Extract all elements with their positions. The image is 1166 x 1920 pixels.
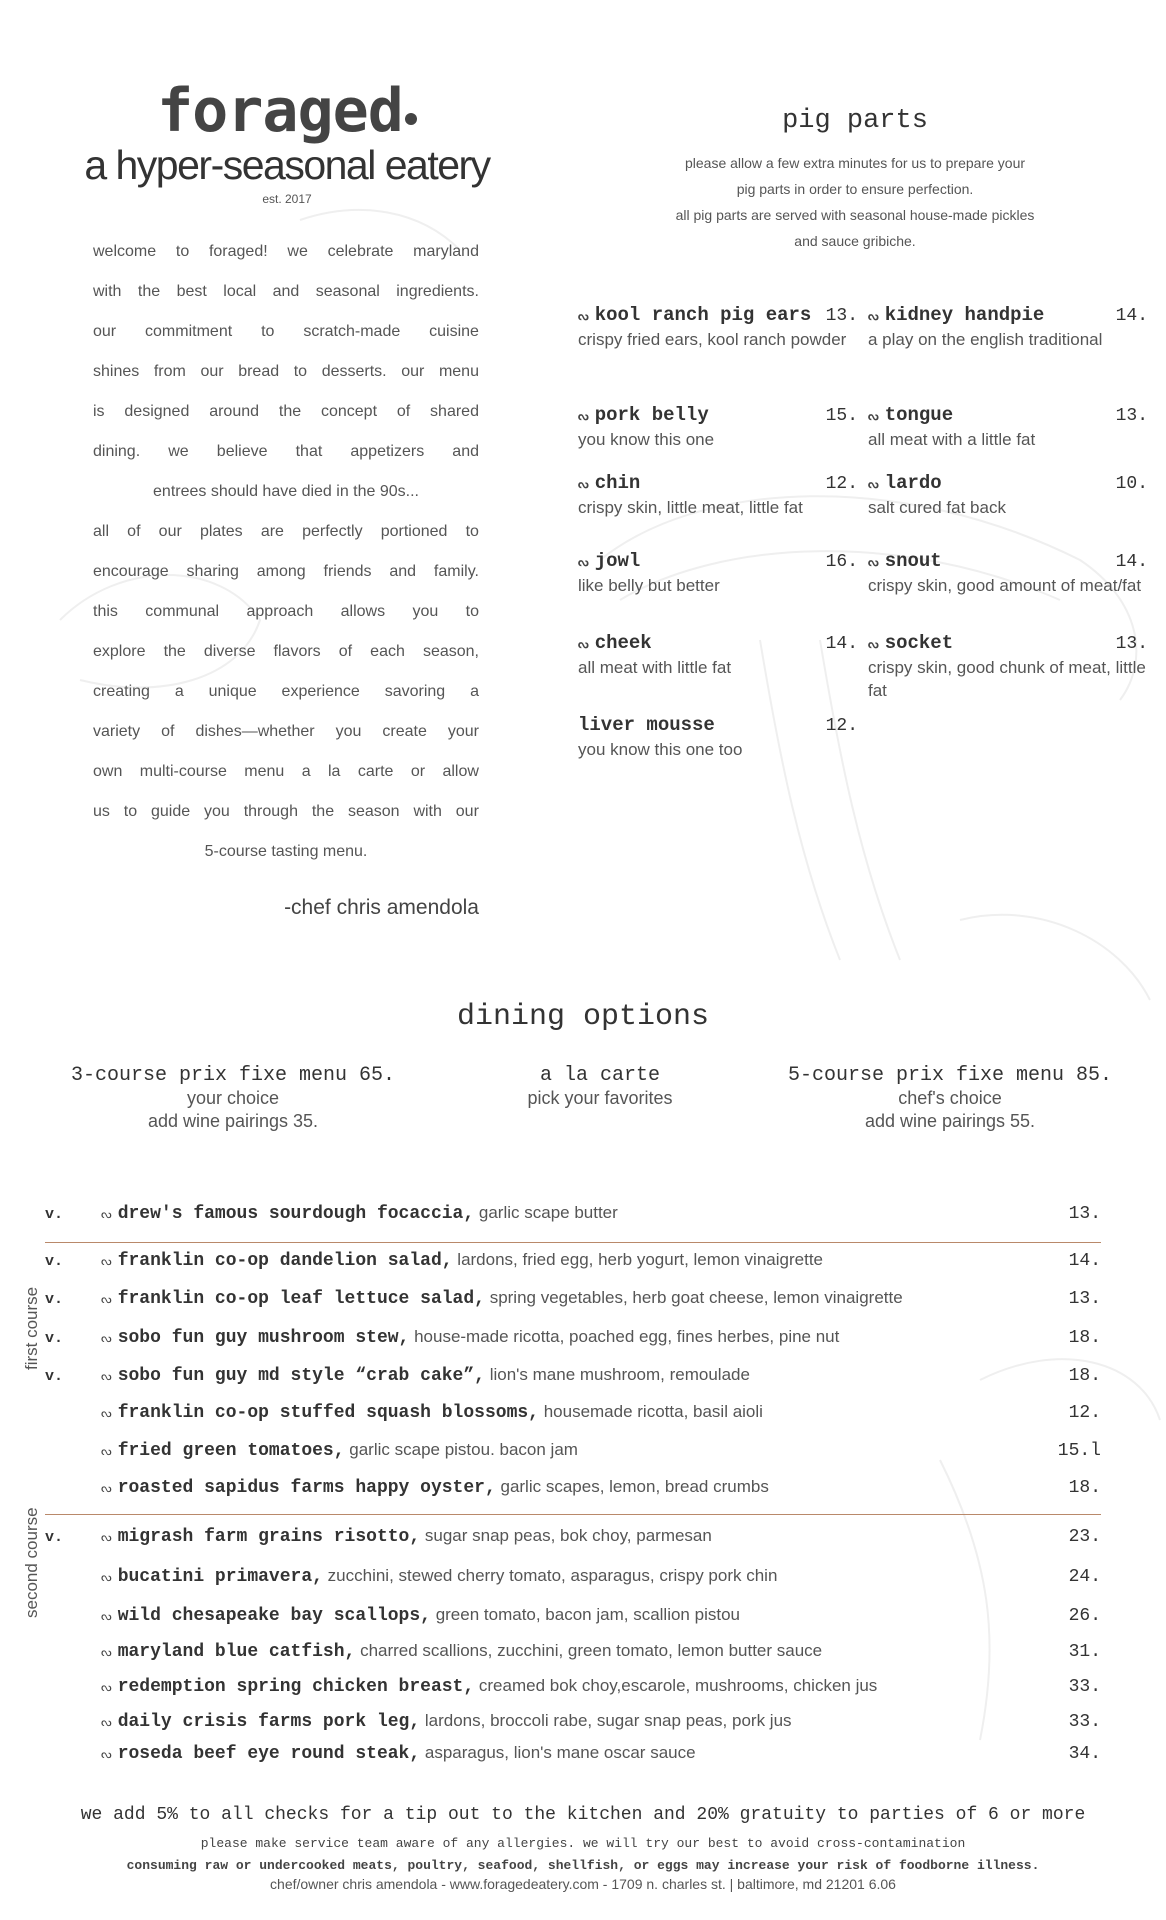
pig-part-item bbox=[578, 550, 858, 597]
pig-part-item bbox=[578, 404, 858, 451]
pig-part-name bbox=[578, 404, 709, 426]
menu-item bbox=[45, 1250, 1101, 1280]
pig-part-item bbox=[578, 714, 858, 761]
pig-part-description: crispy skin, good amount of meat/fat bbox=[868, 576, 1142, 595]
intro-line: creating a unique experience savoring a bbox=[93, 683, 479, 700]
option-heading: 5-course prix fixe menu 85. bbox=[787, 1064, 1113, 1087]
pig-parts-desc-line: please allow a few extra minutes for us to prepare your bbox=[684, 155, 1026, 171]
intro-line: variety of dishes—whether you create your bbox=[93, 723, 479, 740]
menu-item-name: sobo fun guy mushroom stew, bbox=[117, 1328, 410, 1348]
pig-part-description: crispy skin, little meat, little fat bbox=[578, 498, 803, 517]
menu-item-description: asparagus, lion's mane oscar sauce bbox=[420, 1743, 696, 1762]
menu-item-description: garlic scape pistou. bacon jam bbox=[344, 1440, 578, 1459]
menu-item-price: 13. bbox=[1068, 1204, 1101, 1224]
pig-part-description: salt cured fat back bbox=[868, 498, 1006, 517]
menu-item-description: lardons, broccoli rabe, sugar snap peas, pork jus bbox=[420, 1711, 792, 1730]
intro-line: with the best local and seasonal ingredients. bbox=[93, 283, 479, 300]
pig-part-item bbox=[578, 632, 858, 679]
menu-item-name: maryland blue catfish, bbox=[117, 1642, 356, 1662]
pig-part-name bbox=[868, 304, 1044, 326]
dining-options-title: dining options bbox=[456, 1000, 710, 1034]
menu-item bbox=[45, 1743, 1101, 1773]
menu-item-name: bucatini primavera, bbox=[117, 1567, 323, 1587]
menu-item-name: redemption spring chicken breast, bbox=[117, 1677, 475, 1697]
option-line: add wine pairings 55. bbox=[864, 1111, 1036, 1131]
squiggle-icon: ᔓ bbox=[101, 1207, 112, 1221]
menu-item-price: 23. bbox=[1068, 1527, 1101, 1547]
pig-part-name bbox=[868, 632, 953, 654]
menu-item-text bbox=[101, 1402, 1051, 1423]
pig-part-item bbox=[868, 472, 1148, 519]
intro-line: own multi-course menu a la carte or allow bbox=[93, 763, 479, 780]
menu-item bbox=[45, 1365, 1101, 1395]
pig-part-name-text: kool ranch pig ears bbox=[594, 304, 812, 326]
menu-item-text bbox=[101, 1676, 1051, 1697]
menu-item-text bbox=[101, 1743, 1051, 1764]
first-course-label: first course bbox=[22, 1286, 41, 1370]
squiggle-icon: ᔓ bbox=[101, 1645, 112, 1659]
menu-item-price: 14. bbox=[1068, 1251, 1101, 1271]
pig-part-name bbox=[868, 404, 953, 426]
pig-parts-desc-line: pig parts in order to ensure perfection. bbox=[736, 181, 974, 197]
intro-line: dining. we believe that appetizers and bbox=[93, 443, 479, 460]
pig-part-price: 13. bbox=[825, 306, 858, 326]
menu-item-description: garlic scapes, lemon, bread crumbs bbox=[495, 1477, 769, 1496]
pig-part-name-text: kidney handpie bbox=[884, 304, 1045, 326]
option-3-course bbox=[48, 1064, 418, 1133]
squiggle-icon: ᔓ bbox=[101, 1292, 112, 1306]
pig-part-name-text: lardo bbox=[884, 472, 942, 494]
pig-part-price: 13. bbox=[1115, 634, 1148, 654]
squiggle-icon: ᔓ bbox=[578, 478, 589, 492]
menu-item bbox=[45, 1566, 1101, 1596]
pig-part-name-text: snout bbox=[884, 550, 942, 572]
intro-line: all of our plates are perfectly portioned to bbox=[93, 523, 479, 540]
divider-first-course bbox=[45, 1242, 1101, 1243]
intro-line: this communal approach allows you to bbox=[93, 603, 479, 620]
pig-part-description: crispy fried ears, kool ranch powder bbox=[578, 330, 847, 349]
food-safety-warning: consuming raw or undercooked meats, poultry, seafood, shellfish, or eggs may increase your risk of foodborne illness. bbox=[126, 1858, 1040, 1873]
pig-part-price: 14. bbox=[1115, 306, 1148, 326]
squiggle-icon: ᔓ bbox=[101, 1715, 112, 1729]
menu-item-price: 15.l bbox=[1057, 1441, 1101, 1461]
squiggle-icon: ᔓ bbox=[101, 1530, 112, 1544]
pig-part-price: 15. bbox=[825, 406, 858, 426]
menu-item-description: charred scallions, zucchini, green tomato, lemon butter sauce bbox=[355, 1641, 823, 1660]
squiggle-icon: ᔓ bbox=[101, 1747, 112, 1761]
intro-line: entrees should have died in the 90s... bbox=[153, 483, 419, 500]
pig-part-description: like belly but better bbox=[578, 576, 720, 595]
menu-item-text bbox=[101, 1477, 1051, 1498]
squiggle-icon: ᔓ bbox=[101, 1609, 112, 1623]
option-line: pick your favorites bbox=[527, 1088, 673, 1108]
vegetarian-mark: v. bbox=[45, 1529, 64, 1546]
menu-item bbox=[45, 1203, 1101, 1233]
menu-item-text bbox=[101, 1605, 1051, 1626]
squiggle-icon: ᔓ bbox=[101, 1444, 112, 1458]
pig-part-name-text: socket bbox=[884, 632, 954, 654]
allergy-note: please make service team aware of any allergies. we will try our best to avoid cross-contamination bbox=[200, 1836, 966, 1851]
gratuity-note: we add 5% to all checks for a tip out to the kitchen and 20% gratuity to parties of 6 or more bbox=[80, 1805, 1086, 1825]
menu-item bbox=[45, 1440, 1101, 1470]
chef-signature: -chef chris amendola bbox=[284, 896, 479, 919]
divider-second-course bbox=[45, 1514, 1101, 1515]
menu-item bbox=[45, 1288, 1101, 1318]
squiggle-icon: ᔓ bbox=[578, 310, 589, 324]
menu-item bbox=[45, 1402, 1101, 1432]
squiggle-icon: ᔓ bbox=[101, 1406, 112, 1420]
intro-line: explore the diverse flavors of each season, bbox=[93, 643, 479, 660]
squiggle-icon: ᔓ bbox=[101, 1254, 112, 1268]
menu-item-description: lardons, fried egg, herb yogurt, lemon vinaigrette bbox=[452, 1250, 823, 1269]
menu-item-name: franklin co-op dandelion salad, bbox=[117, 1251, 453, 1271]
menu-item bbox=[45, 1605, 1101, 1635]
menu-item-description: spring vegetables, herb goat cheese, lemon vinaigrette bbox=[484, 1288, 903, 1307]
vegetarian-mark: v. bbox=[45, 1206, 64, 1223]
pig-part-name-text: chin bbox=[594, 472, 641, 494]
pig-part-name bbox=[578, 632, 652, 654]
pig-part-name-text: liver mousse bbox=[578, 714, 715, 736]
menu-item bbox=[45, 1477, 1101, 1507]
menu-item-description: lion's mane mushroom, remoulade bbox=[484, 1365, 750, 1384]
menu-item-text bbox=[101, 1250, 1051, 1271]
menu-item-description: garlic scape butter bbox=[474, 1203, 618, 1222]
contact-info: chef/owner chris amendola - www.foragedeatery.com - 1709 n. charles st. | baltimore, md 21201 6.06 bbox=[270, 1876, 896, 1892]
vegetarian-mark: v. bbox=[45, 1291, 64, 1308]
vegetarian-mark: v. bbox=[45, 1368, 64, 1385]
pig-part-description: a play on the english traditional bbox=[868, 330, 1103, 349]
pig-part-name bbox=[868, 550, 942, 572]
menu-item-price: 18. bbox=[1068, 1328, 1101, 1348]
pig-part-name-text: cheek bbox=[594, 632, 652, 654]
menu-item-name: drew's famous sourdough focaccia, bbox=[117, 1204, 475, 1224]
menu-item-name: daily crisis farms pork leg, bbox=[117, 1712, 421, 1732]
menu-item-price: 34. bbox=[1068, 1744, 1101, 1764]
tagline: a hyper-seasonal eatery bbox=[84, 142, 490, 188]
pig-part-description: crispy skin, good chunk of meat, little fat bbox=[868, 658, 1146, 700]
menu-item-text bbox=[101, 1327, 1051, 1348]
pig-part-price: 14. bbox=[1115, 552, 1148, 572]
option-line: your choice bbox=[186, 1088, 280, 1108]
pig-part-description: you know this one bbox=[578, 430, 715, 449]
menu-item bbox=[45, 1327, 1101, 1357]
menu-item-price: 12. bbox=[1068, 1403, 1101, 1423]
menu-item-text bbox=[101, 1203, 1051, 1224]
pig-parts-desc-line: all pig parts are served with seasonal house-made pickles bbox=[675, 207, 1035, 223]
pig-part-description: all meat with a little fat bbox=[868, 430, 1036, 449]
menu-item-description: sugar snap peas, bok choy, parmesan bbox=[420, 1526, 712, 1545]
intro-line: shines from our bread to desserts. our menu bbox=[93, 363, 479, 380]
squiggle-icon: ᔓ bbox=[578, 410, 589, 424]
menu-item-text bbox=[101, 1566, 1051, 1587]
pig-part-item bbox=[578, 472, 858, 519]
vegetarian-mark: v. bbox=[45, 1253, 64, 1270]
squiggle-icon: ᔓ bbox=[868, 638, 879, 652]
menu-item-price: 24. bbox=[1068, 1567, 1101, 1587]
pig-part-description: you know this one too bbox=[578, 740, 743, 759]
squiggle-icon: ᔓ bbox=[868, 478, 879, 492]
pig-parts-description bbox=[620, 150, 1090, 254]
option-5-course bbox=[770, 1064, 1130, 1133]
pig-part-name bbox=[868, 472, 942, 494]
menu-item-text bbox=[101, 1526, 1051, 1547]
squiggle-icon: ᔓ bbox=[578, 556, 589, 570]
intro-line: us to guide you through the season with our bbox=[93, 803, 479, 820]
menu-item-name: franklin co-op leaf lettuce salad, bbox=[117, 1289, 485, 1309]
pig-part-price: 10. bbox=[1115, 474, 1148, 494]
squiggle-icon: ᔓ bbox=[101, 1481, 112, 1495]
pig-part-price: 16. bbox=[825, 552, 858, 572]
pig-part-price: 14. bbox=[825, 634, 858, 654]
pig-part-name-text: pork belly bbox=[594, 404, 709, 426]
established-year: est. 2017 bbox=[262, 192, 312, 206]
pig-part-item bbox=[578, 304, 858, 351]
menu-item-price: 18. bbox=[1068, 1366, 1101, 1386]
pig-part-item bbox=[868, 550, 1148, 597]
menu-item-name: sobo fun guy md style “crab cake”, bbox=[117, 1366, 485, 1386]
pig-parts-title: pig parts bbox=[782, 106, 928, 136]
pig-part-name bbox=[578, 472, 640, 494]
menu-item-price: 18. bbox=[1068, 1478, 1101, 1498]
menu-item-description: zucchini, stewed cherry tomato, asparagus, crispy pork chin bbox=[322, 1566, 778, 1585]
logo-dot bbox=[405, 113, 417, 125]
menu-item bbox=[45, 1676, 1101, 1706]
menu-item-name: franklin co-op stuffed squash blossoms, bbox=[117, 1403, 539, 1423]
squiggle-icon: ᔓ bbox=[101, 1331, 112, 1345]
menu-item-price: 31. bbox=[1068, 1642, 1101, 1662]
squiggle-icon: ᔓ bbox=[101, 1369, 112, 1383]
menu-item bbox=[45, 1711, 1101, 1741]
menu-item-name: migrash farm grains risotto, bbox=[117, 1527, 421, 1547]
menu-item-name: fried green tomatoes, bbox=[117, 1441, 345, 1461]
pig-parts-desc-line: and sauce gribiche. bbox=[794, 233, 916, 249]
squiggle-icon: ᔓ bbox=[578, 638, 589, 652]
menu-item-text bbox=[101, 1440, 1051, 1461]
pig-part-price: 12. bbox=[825, 716, 858, 736]
option-heading: a la carte bbox=[539, 1064, 661, 1087]
pig-part-description: all meat with little fat bbox=[578, 658, 732, 677]
pig-part-name-text: tongue bbox=[884, 404, 954, 426]
pig-part-item bbox=[868, 632, 1148, 702]
menu-item-name: wild chesapeake bay scallops, bbox=[117, 1606, 431, 1626]
menu-item-price: 26. bbox=[1068, 1606, 1101, 1626]
intro-paragraph bbox=[93, 238, 479, 878]
menu-item-price: 33. bbox=[1068, 1712, 1101, 1732]
intro-line: our commitment to scratch-made cuisine bbox=[93, 323, 479, 340]
intro-line: encourage sharing among friends and family. bbox=[93, 563, 479, 580]
pig-part-name bbox=[578, 550, 640, 572]
pig-part-name bbox=[578, 714, 715, 736]
intro-line: 5-course tasting menu. bbox=[204, 843, 368, 860]
menu-item-text bbox=[101, 1288, 1051, 1309]
menu-item-name: roasted sapidus farms happy oyster, bbox=[117, 1478, 496, 1498]
pig-part-item bbox=[868, 304, 1148, 351]
squiggle-icon: ᔓ bbox=[101, 1570, 112, 1584]
option-line: chef's choice bbox=[898, 1088, 1002, 1108]
menu-item-text bbox=[101, 1365, 1051, 1386]
menu-item-description: creamed bok choy,escarole, mushrooms, chicken jus bbox=[474, 1676, 878, 1695]
menu-item-description: house-made ricotta, poached egg, fines herbes, pine nut bbox=[409, 1327, 840, 1346]
vegetarian-mark: v. bbox=[45, 1330, 64, 1347]
squiggle-icon: ᔓ bbox=[868, 310, 879, 324]
intro-line: is designed around the concept of shared bbox=[93, 403, 479, 420]
squiggle-icon: ᔓ bbox=[101, 1680, 112, 1694]
logo: foraged bbox=[0, 76, 574, 146]
pig-part-price: 13. bbox=[1115, 406, 1148, 426]
menu-item bbox=[45, 1526, 1101, 1556]
pig-part-price: 12. bbox=[825, 474, 858, 494]
pig-part-item bbox=[868, 404, 1148, 451]
menu-item-description: housemade ricotta, basil aioli bbox=[538, 1402, 763, 1421]
menu-item-price: 33. bbox=[1068, 1677, 1101, 1697]
squiggle-icon: ᔓ bbox=[868, 556, 879, 570]
menu-item bbox=[45, 1641, 1101, 1671]
menu-item-name: roseda beef eye round steak, bbox=[117, 1744, 421, 1764]
menu-item-text bbox=[101, 1641, 1051, 1662]
intro-line: welcome to foraged! we celebrate maryland bbox=[93, 243, 479, 260]
option-heading: 3-course prix fixe menu 65. bbox=[70, 1064, 396, 1087]
pig-part-name-text: jowl bbox=[594, 550, 641, 572]
second-course-label: second course bbox=[22, 1507, 41, 1618]
squiggle-icon: ᔓ bbox=[868, 410, 879, 424]
menu-item-price: 13. bbox=[1068, 1289, 1101, 1309]
pig-part-name bbox=[578, 304, 811, 326]
option-a-la-carte bbox=[430, 1064, 770, 1110]
menu-item-description: green tomato, bacon jam, scallion pistou bbox=[430, 1605, 740, 1624]
option-line: add wine pairings 35. bbox=[147, 1111, 319, 1131]
menu-item-text bbox=[101, 1711, 1051, 1732]
